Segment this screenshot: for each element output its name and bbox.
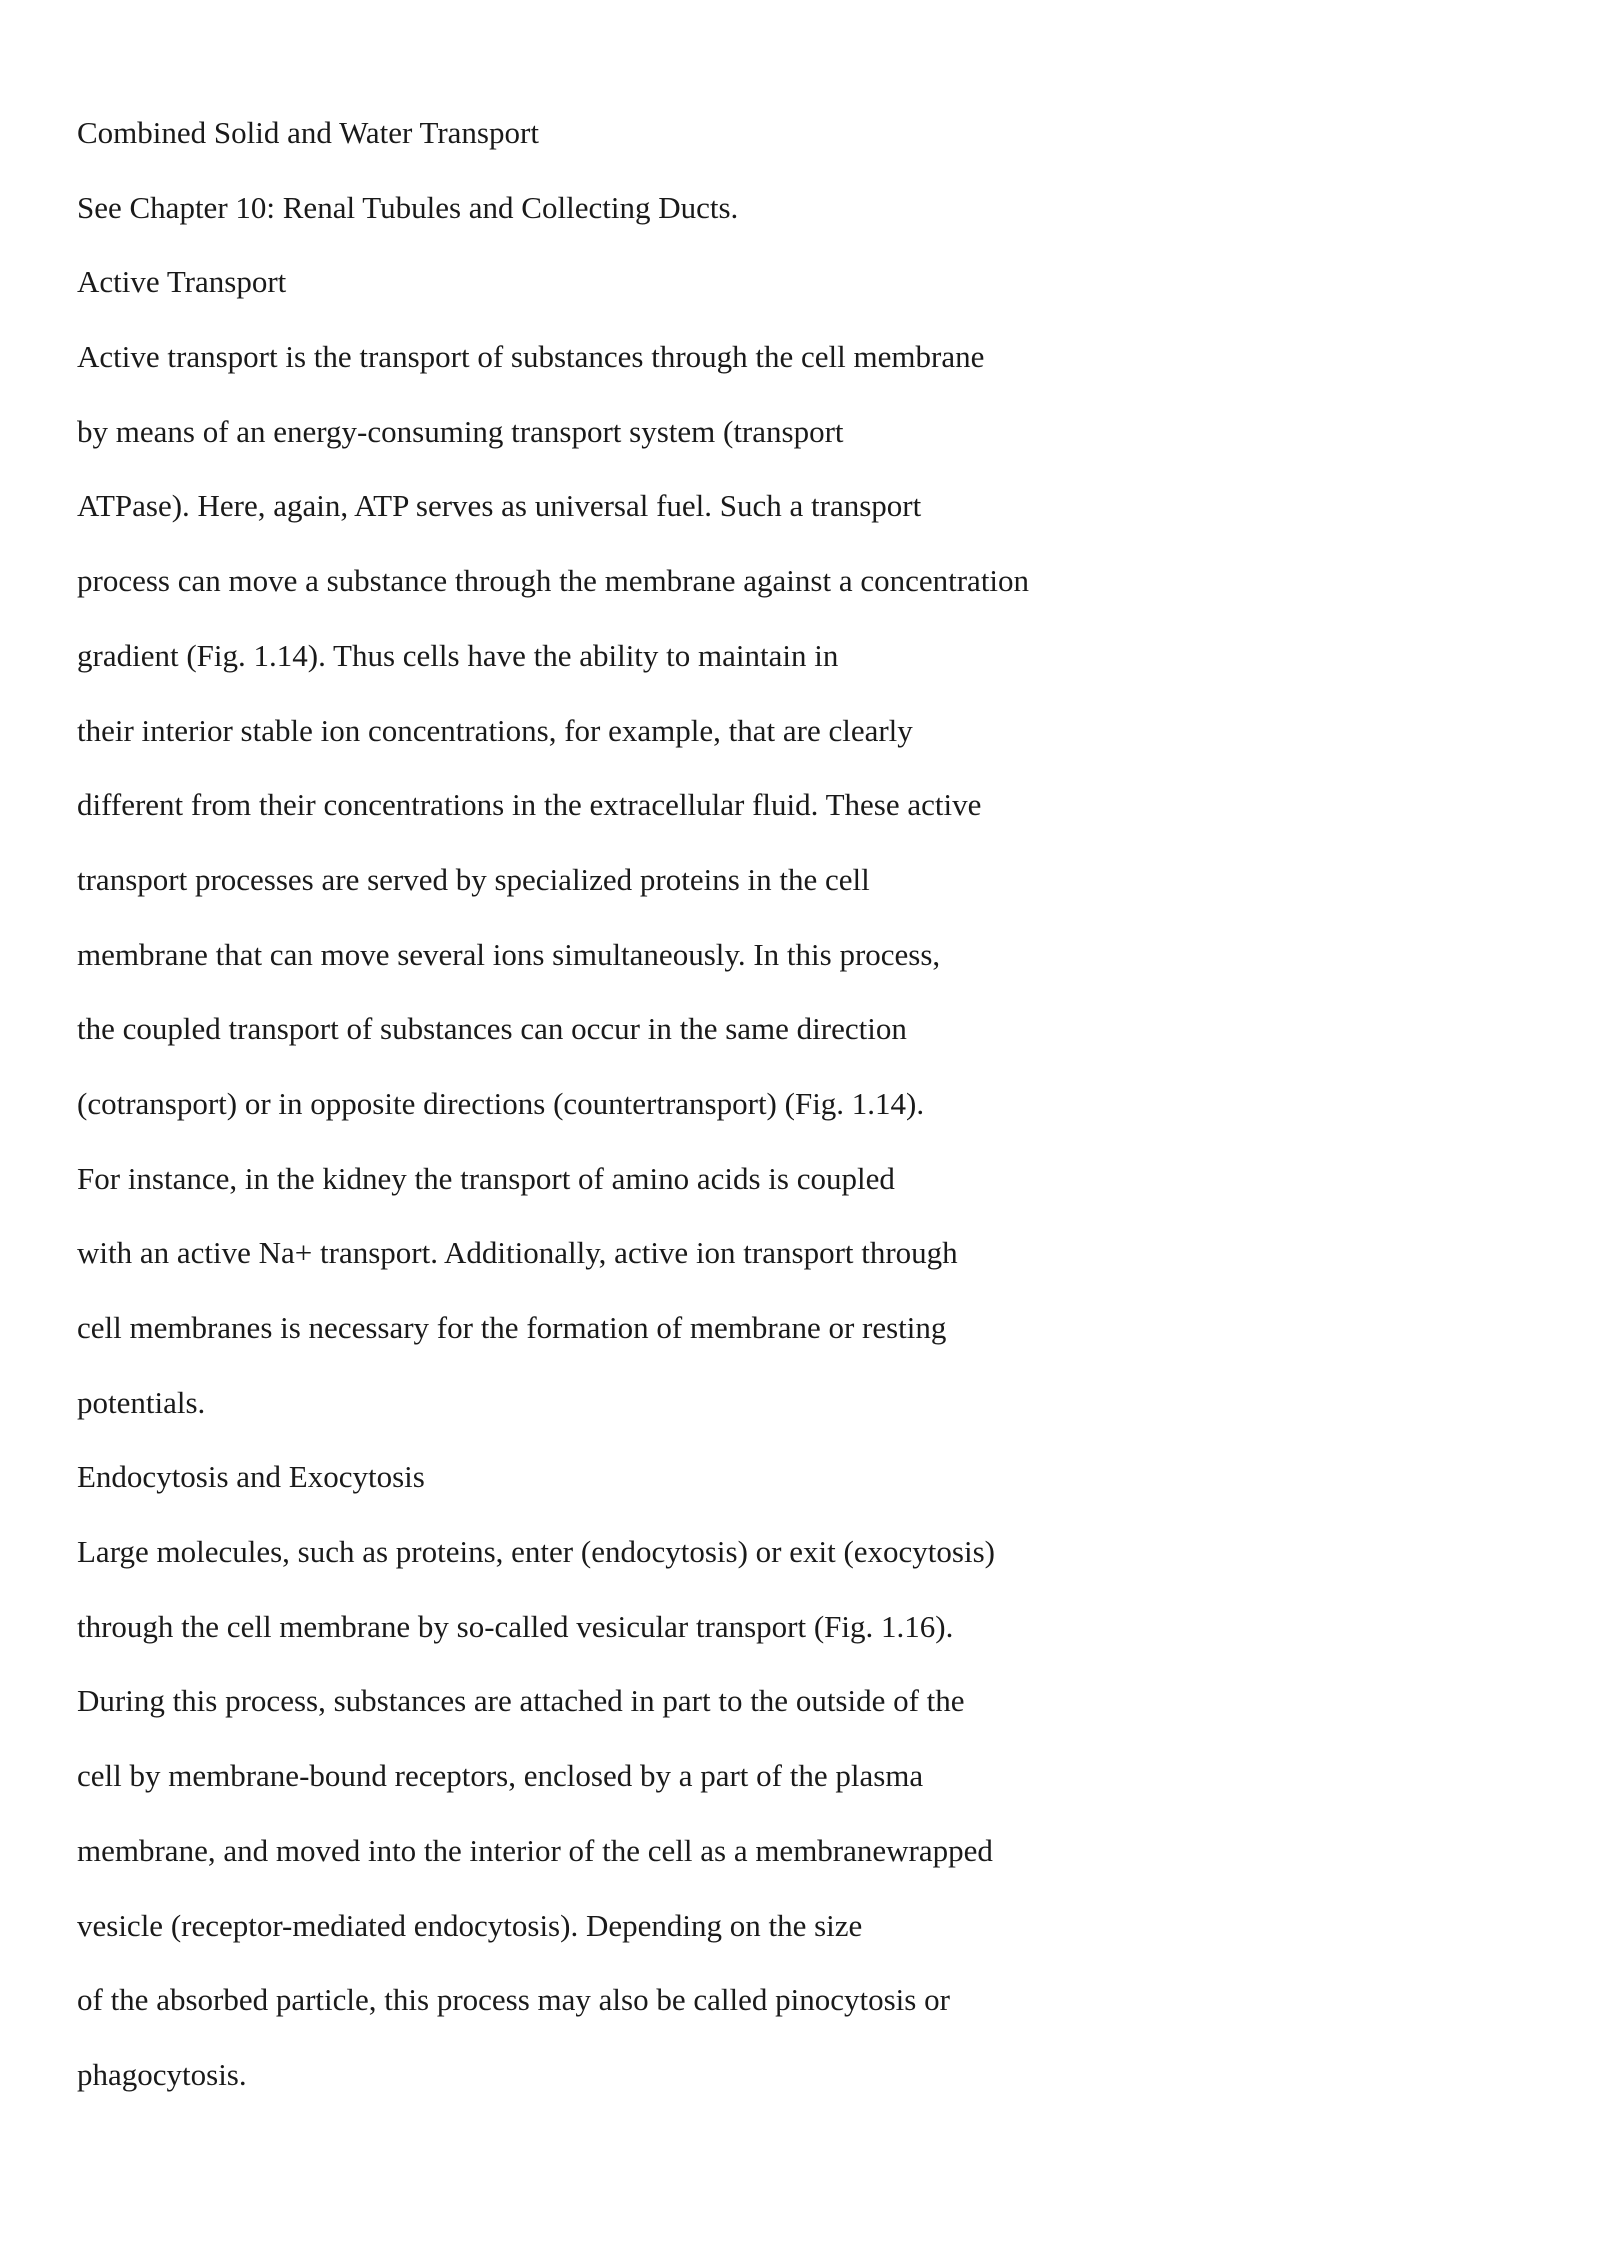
text-line: Large molecules, such as proteins, enter (endocytosis) or exit (exocytosis): [77, 1534, 995, 1570]
text-line: the coupled transport of substances can occur in the same direction: [77, 1011, 907, 1047]
text-line: Active transport is the transport of substances through the cell membrane: [77, 339, 985, 375]
section-heading-endocytosis-exocytosis: Endocytosis and Exocytosis: [77, 1459, 425, 1495]
text-line: During this process, substances are attached in part to the outside of the: [77, 1683, 965, 1719]
text-line: different from their concentrations in the extracellular fluid. These active: [77, 787, 982, 823]
text-line: membrane that can move several ions simultaneously. In this process,: [77, 936, 941, 972]
text-line: ATPase). Here, again, ATP serves as universal fuel. Such a transport: [77, 488, 922, 524]
text-line: with an active Na+ transport. Additionally, active ion transport through: [77, 1235, 958, 1271]
text-line: For instance, in the kidney the transport of amino acids is coupled: [77, 1160, 895, 1196]
text-line: See Chapter 10: Renal Tubules and Collecting Ducts.: [77, 189, 739, 225]
text-line: (cotransport) or in opposite directions (countertransport) (Fig. 1.14).: [77, 1085, 925, 1121]
text-line: cell membranes is necessary for the formation of membrane or resting: [77, 1310, 947, 1345]
text-line: gradient (Fig. 1.14). Thus cells have the ability to maintain in: [77, 637, 839, 673]
text-line: by means of an energy-consuming transport system (transport: [77, 413, 844, 449]
text-line: vesicle (receptor-mediated endocytosis). Depending on the size: [77, 1907, 863, 1943]
text-body: [77, 111, 1029, 2128]
text-line: cell by membrane-bound receptors, enclosed by a part of the plasma: [77, 1758, 924, 1794]
text-line: transport processes are served by specialized proteins in the cell: [77, 861, 870, 897]
text-line: phagocytosis.: [77, 2056, 247, 2092]
text-line: process can move a substance through the membrane against a concentration: [77, 563, 1030, 599]
text-line: their interior stable ion concentrations, for example, that are clearly: [77, 712, 913, 748]
text-line: membrane, and moved into the interior of the cell as a membranewrapped: [77, 1832, 993, 1868]
section-heading-combined-transport: Combined Solid and Water Transport: [77, 115, 539, 150]
text-line: potentials.: [77, 1384, 206, 1420]
text-line: of the absorbed particle, this process may also be called pinocytosis or: [77, 1982, 950, 2018]
section-heading-active-transport: Active Transport: [77, 264, 287, 300]
text-line: through the cell membrane by so-called vesicular transport (Fig. 1.16).: [77, 1608, 954, 1644]
